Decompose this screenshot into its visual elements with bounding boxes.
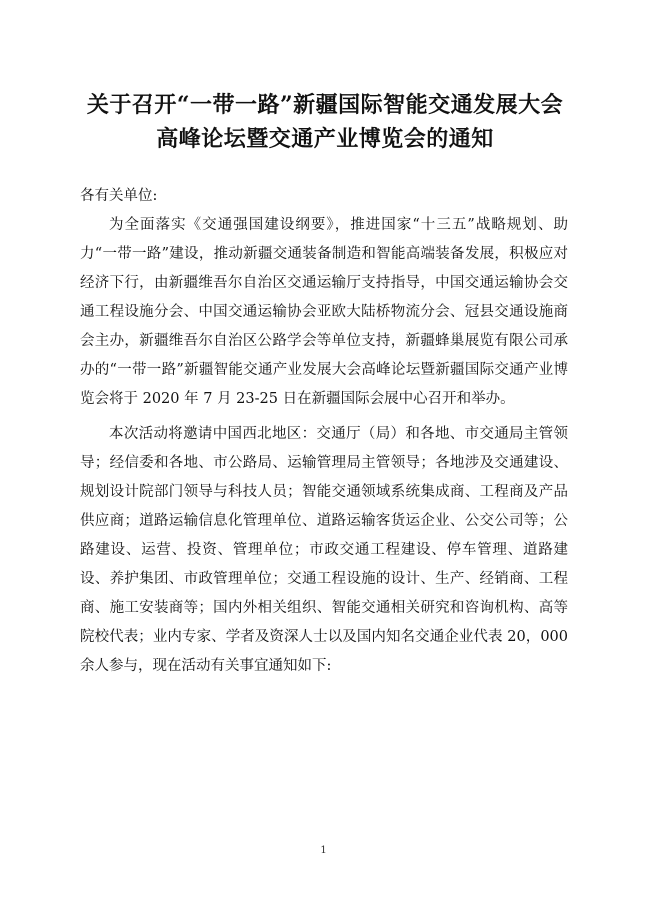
paragraph-intro: 为全面落实《交通强国建设纲要》，推进国家“十三五”战略规划、助力“一带一路”建设，推动新疆交通装备制造和智能高端装备发展，积极应对经济下行，由新疆维吾尔自治区交通运输厅支持指导，中国交通运输协会交通工程设施分会、中国交通运输协会亚欧大陆桥物流分会、冠县交通设施商会主办，新疆维吾尔自治区公路学会等单位支持，新疆蜂巢展览有限公司承办的“一带一路”新疆智能交通产业发展大会高峰论坛暨新疆国际交通产业博览会将于 2020 年 7 月 23-25 日在新疆国际会展中心召开和举办。 bbox=[80, 217, 568, 407]
paragraph-invitees: 本次活动将邀请中国西北地区：交通厅（局）和各地、市交通局主管领导；经信委和各地、市公路局、运输管理局主管领导；各地涉及交通建设、规划设计院部门领导与科技人员；智能交通领域系统集成商、工程商及产品供应商；道路运输信息化管理单位、道路运输客货运企业、公交公司等；公路建设、运营、投资、管理单位；市政交通工程建设、停车管理、道路建设、养护集团、市政管理单位；交通工程设施的设计、生产、经销商、工程商、施工安装商等；国内外相关组织、智能交通相关研究和咨询机构、高等院校代表；业内专家、学者及资深人士以及国内知名交通企业代表 20，000 余人参与，现在活动有关事宜通知如下: bbox=[80, 426, 568, 674]
page-number: 1 bbox=[320, 845, 327, 856]
salutation: 各有关单位: bbox=[80, 188, 158, 204]
document-title: 关于召开“一带一路”新疆国际智能交通发展大会高峰论坛暨交通产业博览会的通知 bbox=[86, 92, 564, 152]
document-body bbox=[80, 182, 568, 681]
